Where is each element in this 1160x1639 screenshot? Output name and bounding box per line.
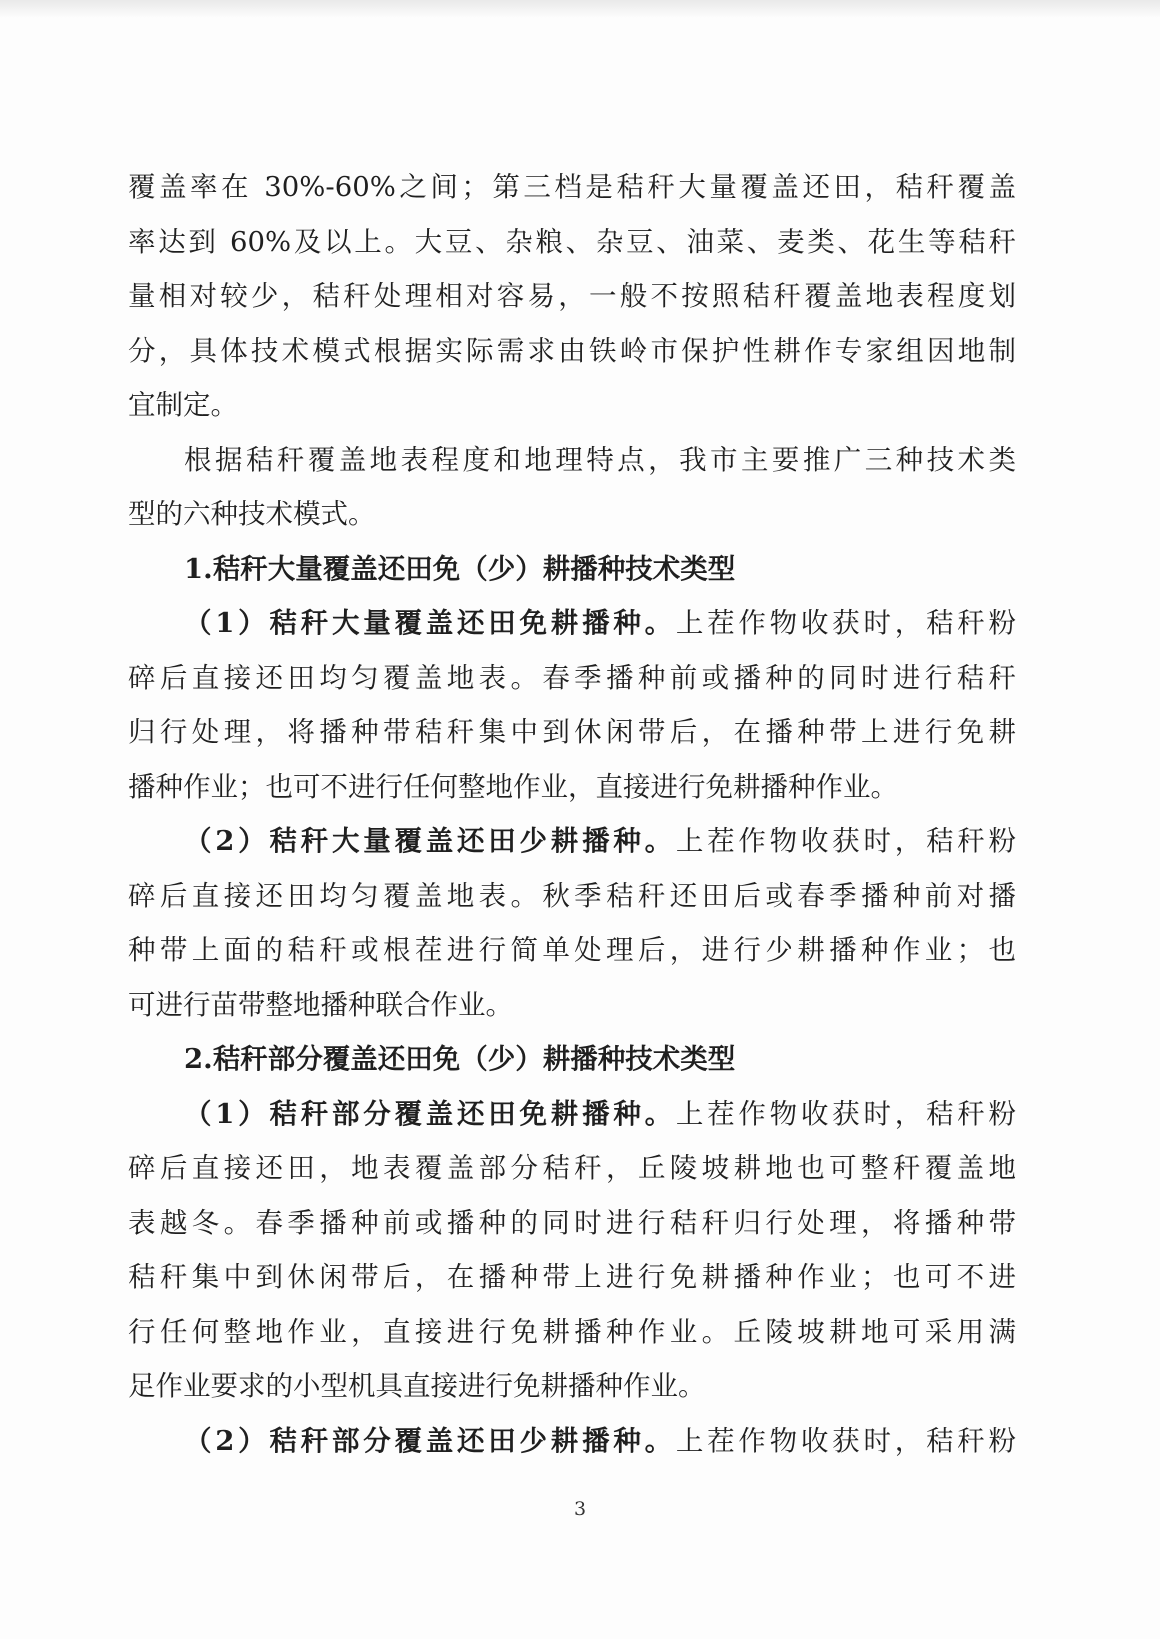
paragraph-text: 上茬作物收获时，秸秆粉 bbox=[675, 1424, 1016, 1457]
text-line: 碎后直接还田均匀覆盖地表。秋季秸秆还田后或春季播种前对播 bbox=[128, 879, 1016, 912]
text-line: 量相对较少，秸秆处理相对容易，一般不按照秸秆覆盖地表程度划 bbox=[128, 280, 1016, 312]
subsection-title: （1）秸秆大量覆盖还田免耕播种。 bbox=[184, 607, 676, 639]
text-line: 碎后直接还田，地表覆盖部分秸秆，丘陵坡耕地也可整秆覆盖地 bbox=[128, 1152, 1016, 1184]
subsection-title: （1）秸秆部分覆盖还田免耕播种。 bbox=[184, 1097, 676, 1130]
text-line: 足作业要求的小型机具直接进行免耕播种作业。 bbox=[128, 1370, 706, 1402]
text-line: 率达到 60%及以上。大豆、杂粮、杂豆、油菜、麦类、花生等秸秆 bbox=[128, 225, 1016, 258]
text-line: 宜制定。 bbox=[128, 389, 238, 421]
section-heading: 1.秸秆大量覆盖还田免（少）耕播种技术类型 bbox=[184, 552, 736, 585]
subsection-title: （2）秸秆大量覆盖还田少耕播种。 bbox=[184, 825, 676, 857]
paragraph-lead-line bbox=[128, 1087, 1016, 1142]
text-line: 型的六种技术模式。 bbox=[128, 498, 376, 530]
text-line: 分，具体技术模式根据实际需求由铁岭市保护性耕作专家组因地制 bbox=[128, 334, 1016, 367]
text-line: 归行处理，将播种带秸秆集中到休闲带后，在播种带上进行免耕 bbox=[128, 716, 1016, 748]
text-line: 表越冬。春季播种前或播种的同时进行秸秆归行处理，将播种带 bbox=[128, 1206, 1016, 1239]
paragraph-lead-line bbox=[128, 1414, 1016, 1469]
paragraph-lead-line bbox=[128, 814, 1016, 869]
section-heading: 2.秸秆部分覆盖还田免（少）耕播种技术类型 bbox=[184, 1043, 736, 1075]
subsection-title: （2）秸秆部分覆盖还田少耕播种。 bbox=[184, 1424, 676, 1457]
paragraph-lead-line bbox=[128, 596, 1016, 651]
paragraph-text: 上茬作物收获时，秸秆粉 bbox=[675, 607, 1016, 639]
text-line: 覆盖率在 30%-60%之间；第三档是秸秆大量覆盖还田，秸秆覆盖 bbox=[128, 171, 1016, 203]
text-line: 播种作业；也可不进行任何整地作业，直接进行免耕播种作业。 bbox=[128, 770, 898, 803]
scan-shadow bbox=[0, 0, 1160, 18]
document-body bbox=[128, 160, 1016, 1468]
text-line: 可进行苗带整地播种联合作业。 bbox=[128, 988, 513, 1021]
text-line: 种带上面的秸秆或根茬进行简单处理后，进行少耕播种作业；也 bbox=[128, 934, 1016, 966]
paragraph-text: 上茬作物收获时，秸秆粉 bbox=[675, 1097, 1016, 1130]
paragraph-text: 上茬作物收获时，秸秆粉 bbox=[675, 825, 1016, 857]
text-line: 根据秸秆覆盖地表程度和地理特点，我市主要推广三种技术类 bbox=[184, 443, 1016, 476]
text-line: 碎后直接还田均匀覆盖地表。春季播种前或播种的同时进行秸秆 bbox=[128, 661, 1016, 694]
text-line: 秸秆集中到休闲带后，在播种带上进行免耕播种作业；也可不进 bbox=[128, 1261, 1016, 1293]
page-number: 3 bbox=[573, 1498, 587, 1520]
text-line: 行任何整地作业，直接进行免耕播种作业。丘陵坡耕地可采用满 bbox=[128, 1315, 1016, 1348]
